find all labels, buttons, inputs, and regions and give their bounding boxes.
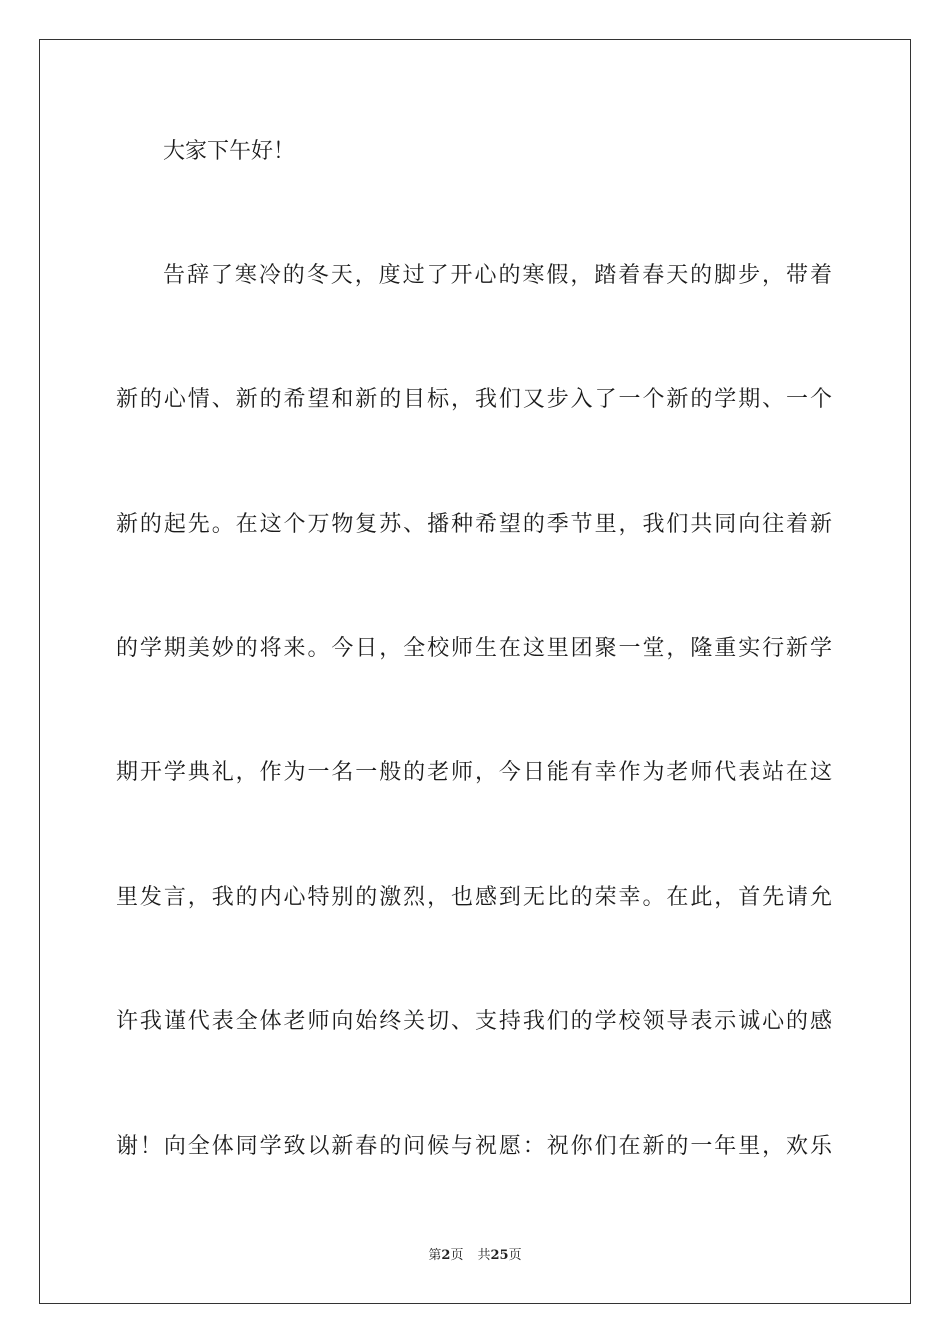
paragraph-line-6: 里发言，我的内心特别的激烈，也感到无比的荣幸。在此，首先请允	[116, 885, 832, 910]
page-number: 2	[441, 1248, 451, 1263]
paragraph-line-7: 许我谨代表全体老师向始终关切、支持我们的学校领导表示诚心的感	[116, 1009, 832, 1034]
total-pages: 25	[490, 1248, 509, 1263]
page-footer	[0, 1247, 950, 1265]
greeting-line: 大家下午好！	[163, 139, 296, 164]
page-border	[39, 39, 911, 1304]
page-prefix: 第	[428, 1248, 442, 1263]
page-suffix: 页	[450, 1248, 464, 1263]
paragraph-line-5: 期开学典礼，作为一名一般的老师，今日能有幸作为老师代表站在这	[116, 760, 832, 785]
total-prefix: 共	[477, 1248, 491, 1263]
paragraph-line-1: 告辞了寒冷的冬天，度过了开心的寒假，踏着春天的脚步，带着	[163, 263, 832, 288]
paragraph-line-4: 的学期美妙的将来。今日，全校师生在这里团聚一堂，隆重实行新学	[116, 636, 832, 661]
paragraph-line-2: 新的心情、新的希望和新的目标，我们又步入了一个新的学期、一个	[116, 387, 832, 412]
paragraph-line-3: 新的起先。在这个万物复苏、播种希望的季节里，我们共同向往着新	[116, 512, 832, 537]
total-suffix: 页	[508, 1248, 522, 1263]
paragraph-line-8: 谢！向全体同学致以新春的问候与祝愿：祝你们在新的一年里，欢乐	[116, 1134, 832, 1159]
